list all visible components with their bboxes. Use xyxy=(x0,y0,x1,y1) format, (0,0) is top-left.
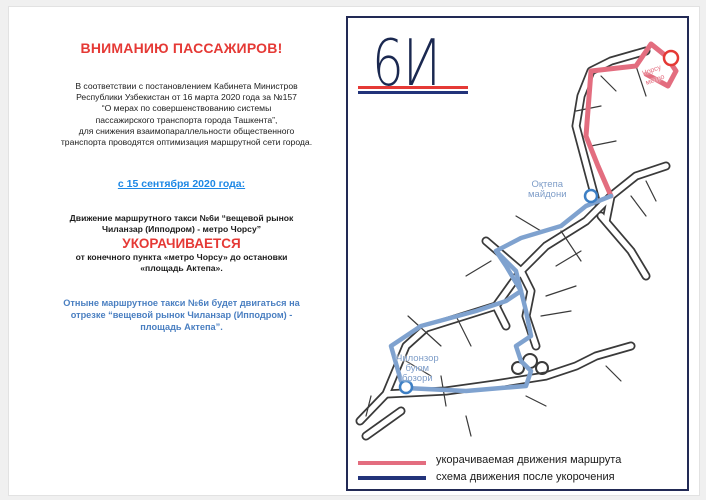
legend-removed-swatch xyxy=(358,461,426,465)
decree-paragraph xyxy=(23,81,350,148)
change-line: Чиланзар (Ипподром) - метро Чорсу” xyxy=(101,224,262,235)
legend-removed-label: укорачиваемая движения маршрута xyxy=(436,454,622,466)
place-chorsu-line: Чорсу xyxy=(641,64,663,78)
route-change-paragraph xyxy=(29,213,334,275)
shortened-word: УКОРАЧИВАЕТСЯ xyxy=(122,235,241,251)
place-oktepa xyxy=(528,180,567,200)
after-line: площадь Актепа”. xyxy=(140,322,223,332)
decree-line: В соответствии с постановлением Кабинета Министров xyxy=(75,81,298,91)
effective-date: с 15 сентября 2020 года: xyxy=(117,178,246,190)
legend-new-label: схема движения после укорочения xyxy=(436,471,615,483)
place-oktepa-line: майдони xyxy=(528,189,567,200)
route-map xyxy=(346,16,689,491)
decree-line: транспорта проводятся оптимизация маршрутной сети города. xyxy=(60,137,313,148)
decree-line: пассажирского транспорта города Ташкента”, xyxy=(95,114,278,125)
notice-text-panel xyxy=(9,7,354,495)
decree-line: “О мерах по совершенствованию системы xyxy=(101,103,272,114)
after-line: Отныне маршрутное такси №6и будет двигаться на xyxy=(63,298,300,308)
change-line: Движение маршрутного такси №6и “вещевой рынок xyxy=(69,213,294,223)
detail-line: от конечного пункта «метро Чорсу» до остановки xyxy=(75,251,288,262)
after-line: отрезке “вещевой рынок Чиланзар (Ипподром) - xyxy=(70,310,293,320)
terminal-oktepa-marker xyxy=(585,190,597,202)
place-chilonzor-line: бозори xyxy=(401,373,433,384)
notice-poster xyxy=(8,6,700,496)
place-oktepa-line: Оқтепа xyxy=(531,179,564,190)
terminal-chorsu-marker xyxy=(664,51,678,65)
place-chilonzor-line: буюм xyxy=(405,363,430,374)
place-chilonzor xyxy=(396,354,439,384)
place-chilonzor-line: Чилонзор xyxy=(396,353,439,364)
place-chorsu-line: метро xyxy=(644,73,666,87)
legend-new-swatch xyxy=(358,476,426,480)
route-number: 6И xyxy=(372,27,440,101)
decree-line: для снижения взаимопараллельности общественного xyxy=(78,125,295,136)
decree-line: Республики Узбекистан от 16 марта 2020 года за №157 xyxy=(76,92,297,103)
detail-line: «площадь Актепа». xyxy=(140,263,223,274)
notice-title: ВНИМАНИЮ ПАССАЖИРОВ! xyxy=(80,40,283,56)
new-route-paragraph xyxy=(29,297,334,333)
